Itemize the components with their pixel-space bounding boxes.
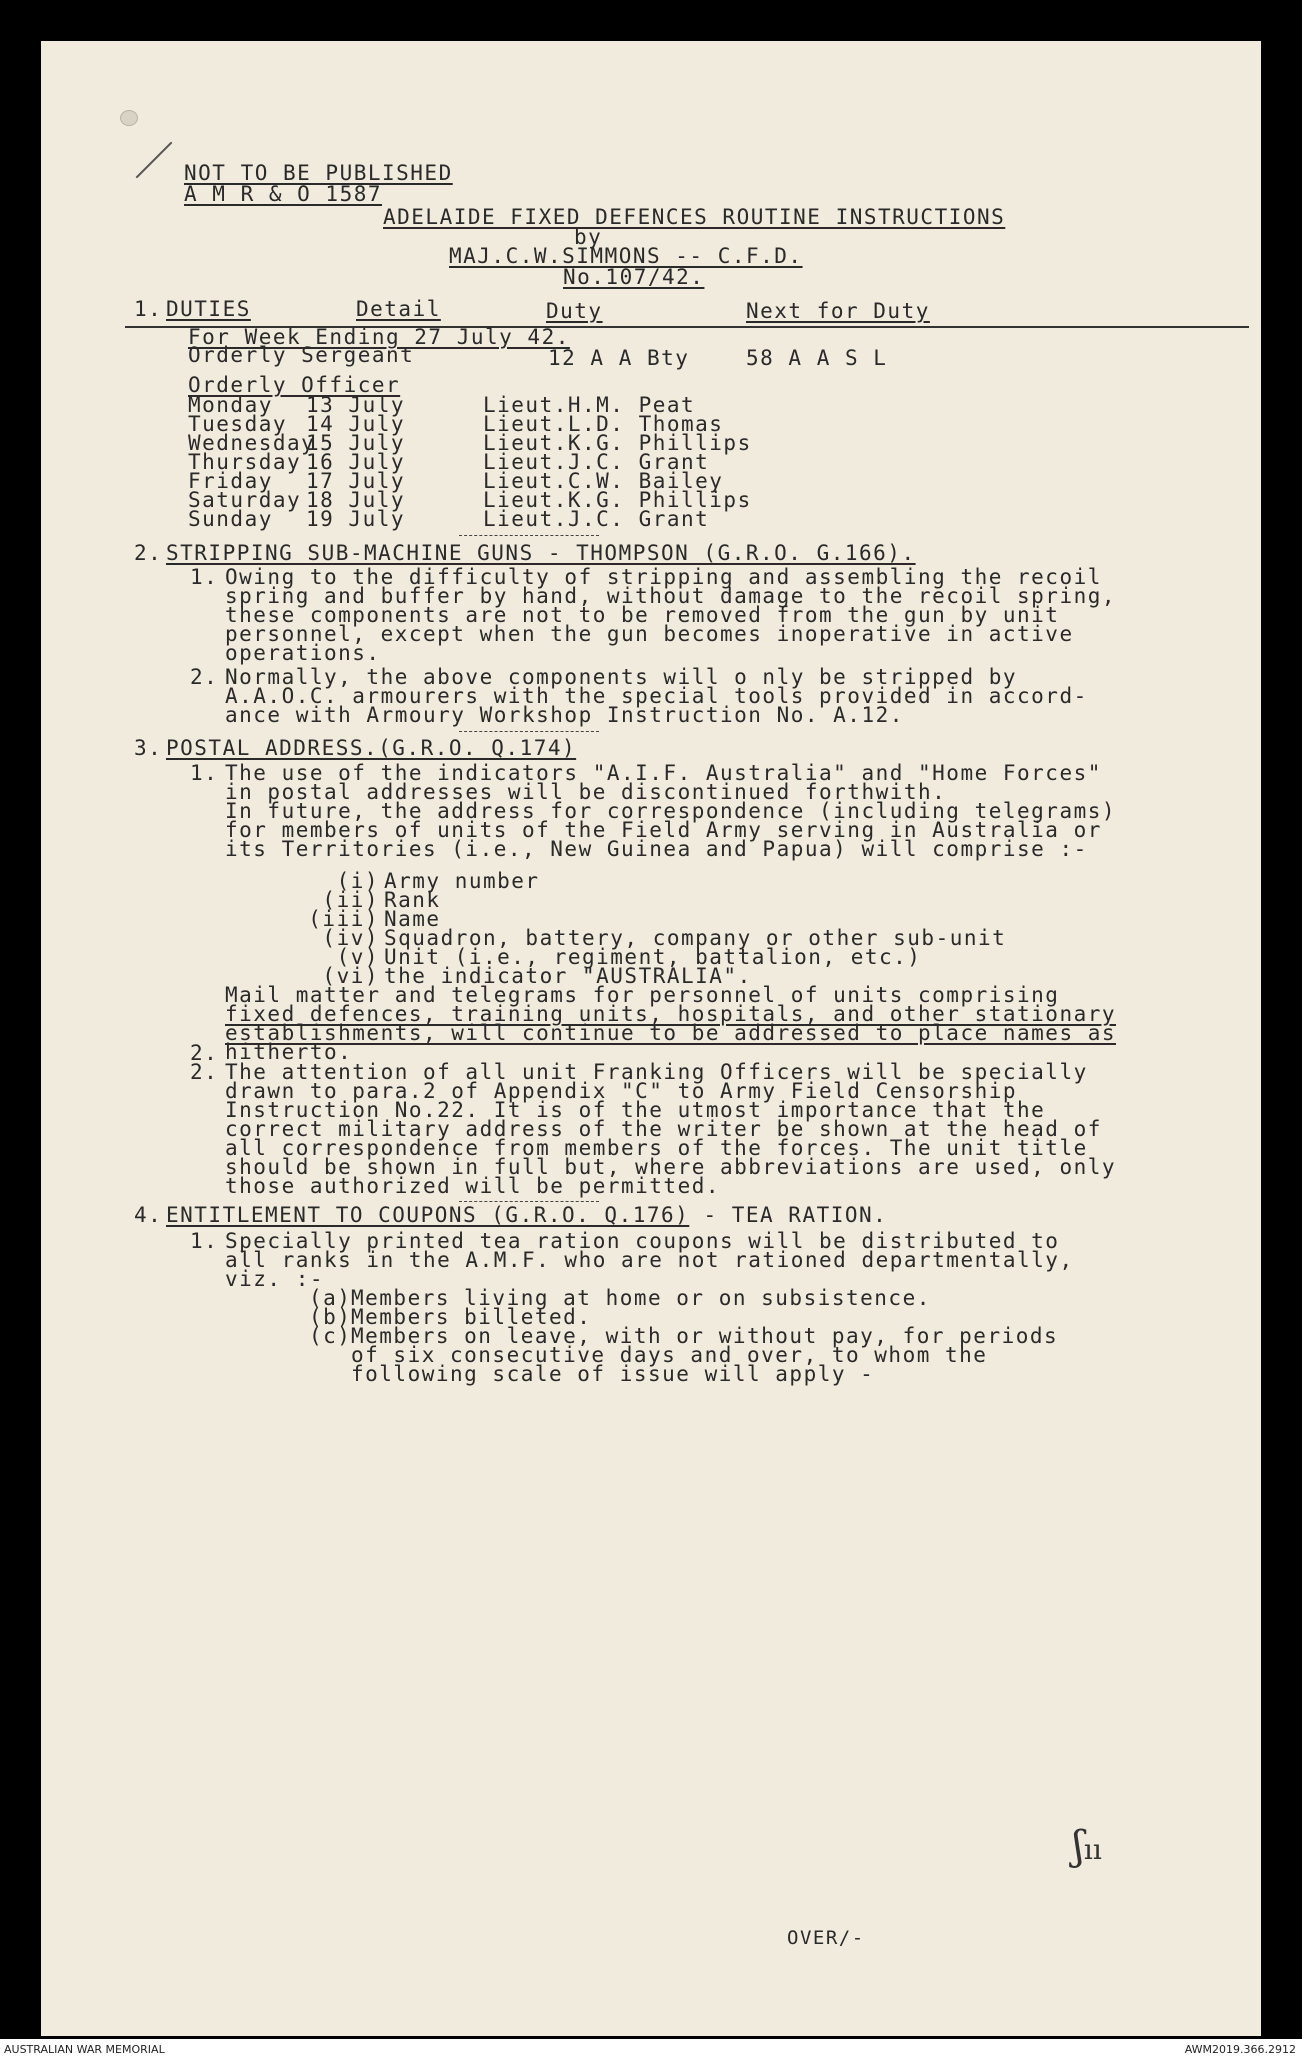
- roster-officer: Lieut.L.D. Thomas: [483, 412, 724, 436]
- roster-officer: Lieut.C.W. Bailey: [483, 469, 724, 493]
- paragraph-line: Instruction No.22. It is of the utmost importance that the: [225, 1098, 1046, 1122]
- footer-accession-number: AWM2019.366.2912: [1184, 2043, 1296, 2056]
- paragraph-line: Mail matter and telegrams for personnel of units comprising: [225, 983, 1060, 1007]
- roster-date: 17 July: [306, 469, 406, 493]
- col-detail: Detail: [356, 297, 441, 321]
- paragraph-line: in postal addresses will be discontinued forthwith.: [225, 780, 947, 804]
- list-marker: (a): [309, 1286, 352, 1310]
- s2-para-2-number: 2.: [190, 665, 219, 689]
- paragraph-line: should be shown in full but, where abbreviations are used, only: [225, 1155, 1117, 1179]
- list-item-text: Army number: [384, 869, 540, 893]
- col-duty: Duty: [546, 299, 603, 323]
- paragraph-line: Specially printed tea ration coupons will be distributed to: [225, 1229, 1060, 1253]
- paragraph-line: those authorized will be permitted.: [225, 1174, 721, 1198]
- roster-officer: Lieut.H.M. Peat: [483, 393, 696, 417]
- roster-officer: Lieut.K.G. Phillips: [483, 488, 752, 512]
- section-4-heading-wrap: [166, 1203, 887, 1228]
- roster-day: Monday: [188, 393, 273, 417]
- list-marker: (iii): [308, 907, 379, 931]
- instruction-number: No.107/42.: [563, 265, 705, 289]
- s3-para-1-number: 1.: [190, 761, 219, 785]
- amr-reference: A M R & O 1587: [184, 182, 383, 206]
- list-item-text: the indicator "AUSTRALIA".: [384, 964, 752, 988]
- roster-day: Saturday: [188, 488, 302, 512]
- roster-officer: Lieut.J.C. Grant: [483, 507, 710, 531]
- paragraph-line: hitherto.: [225, 1040, 353, 1064]
- list-item-text: Members on leave, with or without pay, for periods: [351, 1324, 1059, 1348]
- roster-day: Tuesday: [188, 412, 288, 436]
- list-item-text: Squadron, battery, company or other sub-unit: [384, 926, 1007, 950]
- roster-date: 14 July: [306, 412, 406, 436]
- paragraph-line: ance with Armoury Workshop Instruction No. A.12.: [225, 703, 904, 727]
- list-item-text: Members living at home or on subsistence.: [351, 1286, 931, 1310]
- week-ending: For Week Ending 27 July 42.: [188, 325, 570, 349]
- document-title: ADELAIDE FIXED DEFENCES ROUTINE INSTRUCTIONS: [383, 205, 1006, 229]
- roster-day: Wednesday: [188, 431, 316, 455]
- list-marker: (c): [309, 1324, 352, 1348]
- list-item-text: of six consecutive days and over, to whom the: [351, 1343, 988, 1367]
- list-marker: (i): [336, 869, 379, 893]
- paragraph-line: Normally, the above components will o nly be stripped by: [225, 665, 1018, 689]
- paragraph-line: its Territories (i.e., New Guinea and Papua) will comprise :-: [225, 837, 1088, 861]
- roster-date: 18 July: [306, 488, 406, 512]
- paragraph-line: The use of the indicators "A.I.F. Australia" and "Home Forces": [225, 761, 1102, 785]
- roster-officer: Lieut.J.C. Grant: [483, 450, 710, 474]
- archive-footer: [0, 2039, 1302, 2061]
- paragraph-line: personnel, except when the gun becomes inoperative in active: [225, 622, 1074, 646]
- section-divider: [459, 731, 599, 732]
- paragraph-line: The attention of all unit Franking Officers will be specially: [225, 1060, 1088, 1084]
- paragraph-line: fixed defences, training units, hospitals, and other stationary: [225, 1002, 1117, 1026]
- section-1-heading: DUTIES: [166, 297, 251, 321]
- over-label: OVER/-: [787, 1927, 865, 1949]
- paragraph-line: operations.: [225, 641, 381, 665]
- section-4-number: 4.: [134, 1203, 163, 1227]
- paragraph-line: correct military address of the writer be shown at the head of: [225, 1117, 1102, 1141]
- author-line: MAJ.C.W.SIMMONS -- C.F.D.: [449, 244, 803, 268]
- roster-day: Thursday: [188, 450, 302, 474]
- orderly-officer-label: Orderly Officer: [188, 373, 401, 397]
- orderly-sergeant-next: 58 A A S L: [746, 346, 888, 370]
- punch-hole: [120, 110, 138, 126]
- section-1-number: 1.: [134, 297, 163, 321]
- section-3-number: 3.: [134, 736, 163, 760]
- roster-date: 15 July: [306, 431, 406, 455]
- s2-para-1-number: 1.: [190, 565, 219, 589]
- list-marker: (v): [336, 945, 379, 969]
- paragraph-line: spring and buffer by hand, without damage to the recoil spring,: [225, 584, 1117, 608]
- list-marker: (iv): [322, 926, 379, 950]
- paragraph-line: viz. :-: [225, 1267, 325, 1291]
- section-4-heading-tail: - TEA RATION.: [689, 1203, 888, 1227]
- section-2-number: 2.: [134, 541, 163, 565]
- roster-date: 19 July: [306, 507, 406, 531]
- s3-para-2-number: 2.: [190, 1060, 219, 1084]
- paragraph-line: all ranks in the A.M.F. who are not rationed departmentally,: [225, 1248, 1074, 1272]
- orderly-sergeant-label: Orderly Sergeant: [188, 343, 415, 367]
- not-published-label: NOT TO BE PUBLISHED: [184, 161, 453, 185]
- by-line: by: [574, 225, 603, 249]
- col-next-for-duty: Next for Duty: [746, 299, 930, 323]
- roster-date: 13 July: [306, 393, 406, 417]
- section-divider: [459, 535, 599, 536]
- list-item-text: following scale of issue will apply -: [351, 1362, 875, 1386]
- list-item-text: Members billeted.: [351, 1305, 592, 1329]
- list-item-text: Name: [384, 907, 441, 931]
- roster-day: Sunday: [188, 507, 273, 531]
- initials-signature: ʃıı: [1073, 1823, 1102, 1869]
- section-divider: [459, 1201, 599, 1202]
- section-2-heading: STRIPPING SUB-MACHINE GUNS - THOMPSON (G.R.O. G.166).: [166, 541, 916, 565]
- paragraph-line: In future, the address for correspondence (including telegrams): [225, 799, 1117, 823]
- section-3-heading: POSTAL ADDRESS.(G.R.O. Q.174): [166, 736, 577, 760]
- stray-number: 2.: [190, 1041, 219, 1065]
- pencil-mark: [136, 142, 173, 179]
- paragraph-line: drawn to para.2 of Appendix "C" to Army Field Censorship: [225, 1079, 1018, 1103]
- list-marker: (ii): [322, 888, 379, 912]
- s4-para-1-number: 1.: [190, 1229, 219, 1253]
- paragraph-line: all correspondence from members of the forces. The unit title: [225, 1136, 1088, 1160]
- list-item-text: Unit (i.e., regiment, battalion, etc.): [384, 945, 922, 969]
- section-4-heading: ENTITLEMENT TO COUPONS (G.R.O. Q.176): [166, 1203, 690, 1227]
- paragraph-line: these components are not to be removed from the gun by unit: [225, 603, 1060, 627]
- footer-institution: AUSTRALIAN WAR MEMORIAL: [4, 2043, 165, 2056]
- list-item-text: Rank: [384, 888, 441, 912]
- document-page: [41, 41, 1261, 2036]
- list-marker: (b): [309, 1305, 352, 1329]
- roster-date: 16 July: [306, 450, 406, 474]
- paragraph-line: for members of units of the Field Army serving in Australia or: [225, 818, 1102, 842]
- list-marker: (vi): [322, 964, 379, 988]
- orderly-sergeant-duty: 12 A A Bty: [548, 346, 690, 370]
- paragraph-line: establishments, will continue to be addressed to place names as: [225, 1021, 1117, 1045]
- paragraph-line: Owing to the difficulty of stripping and assembling the recoil: [225, 565, 1102, 589]
- paragraph-line: A.A.O.C. armourers with the special tools provided in accord-: [225, 684, 1088, 708]
- roster-day: Friday: [188, 469, 273, 493]
- roster-officer: Lieut.K.G. Phillips: [483, 431, 752, 455]
